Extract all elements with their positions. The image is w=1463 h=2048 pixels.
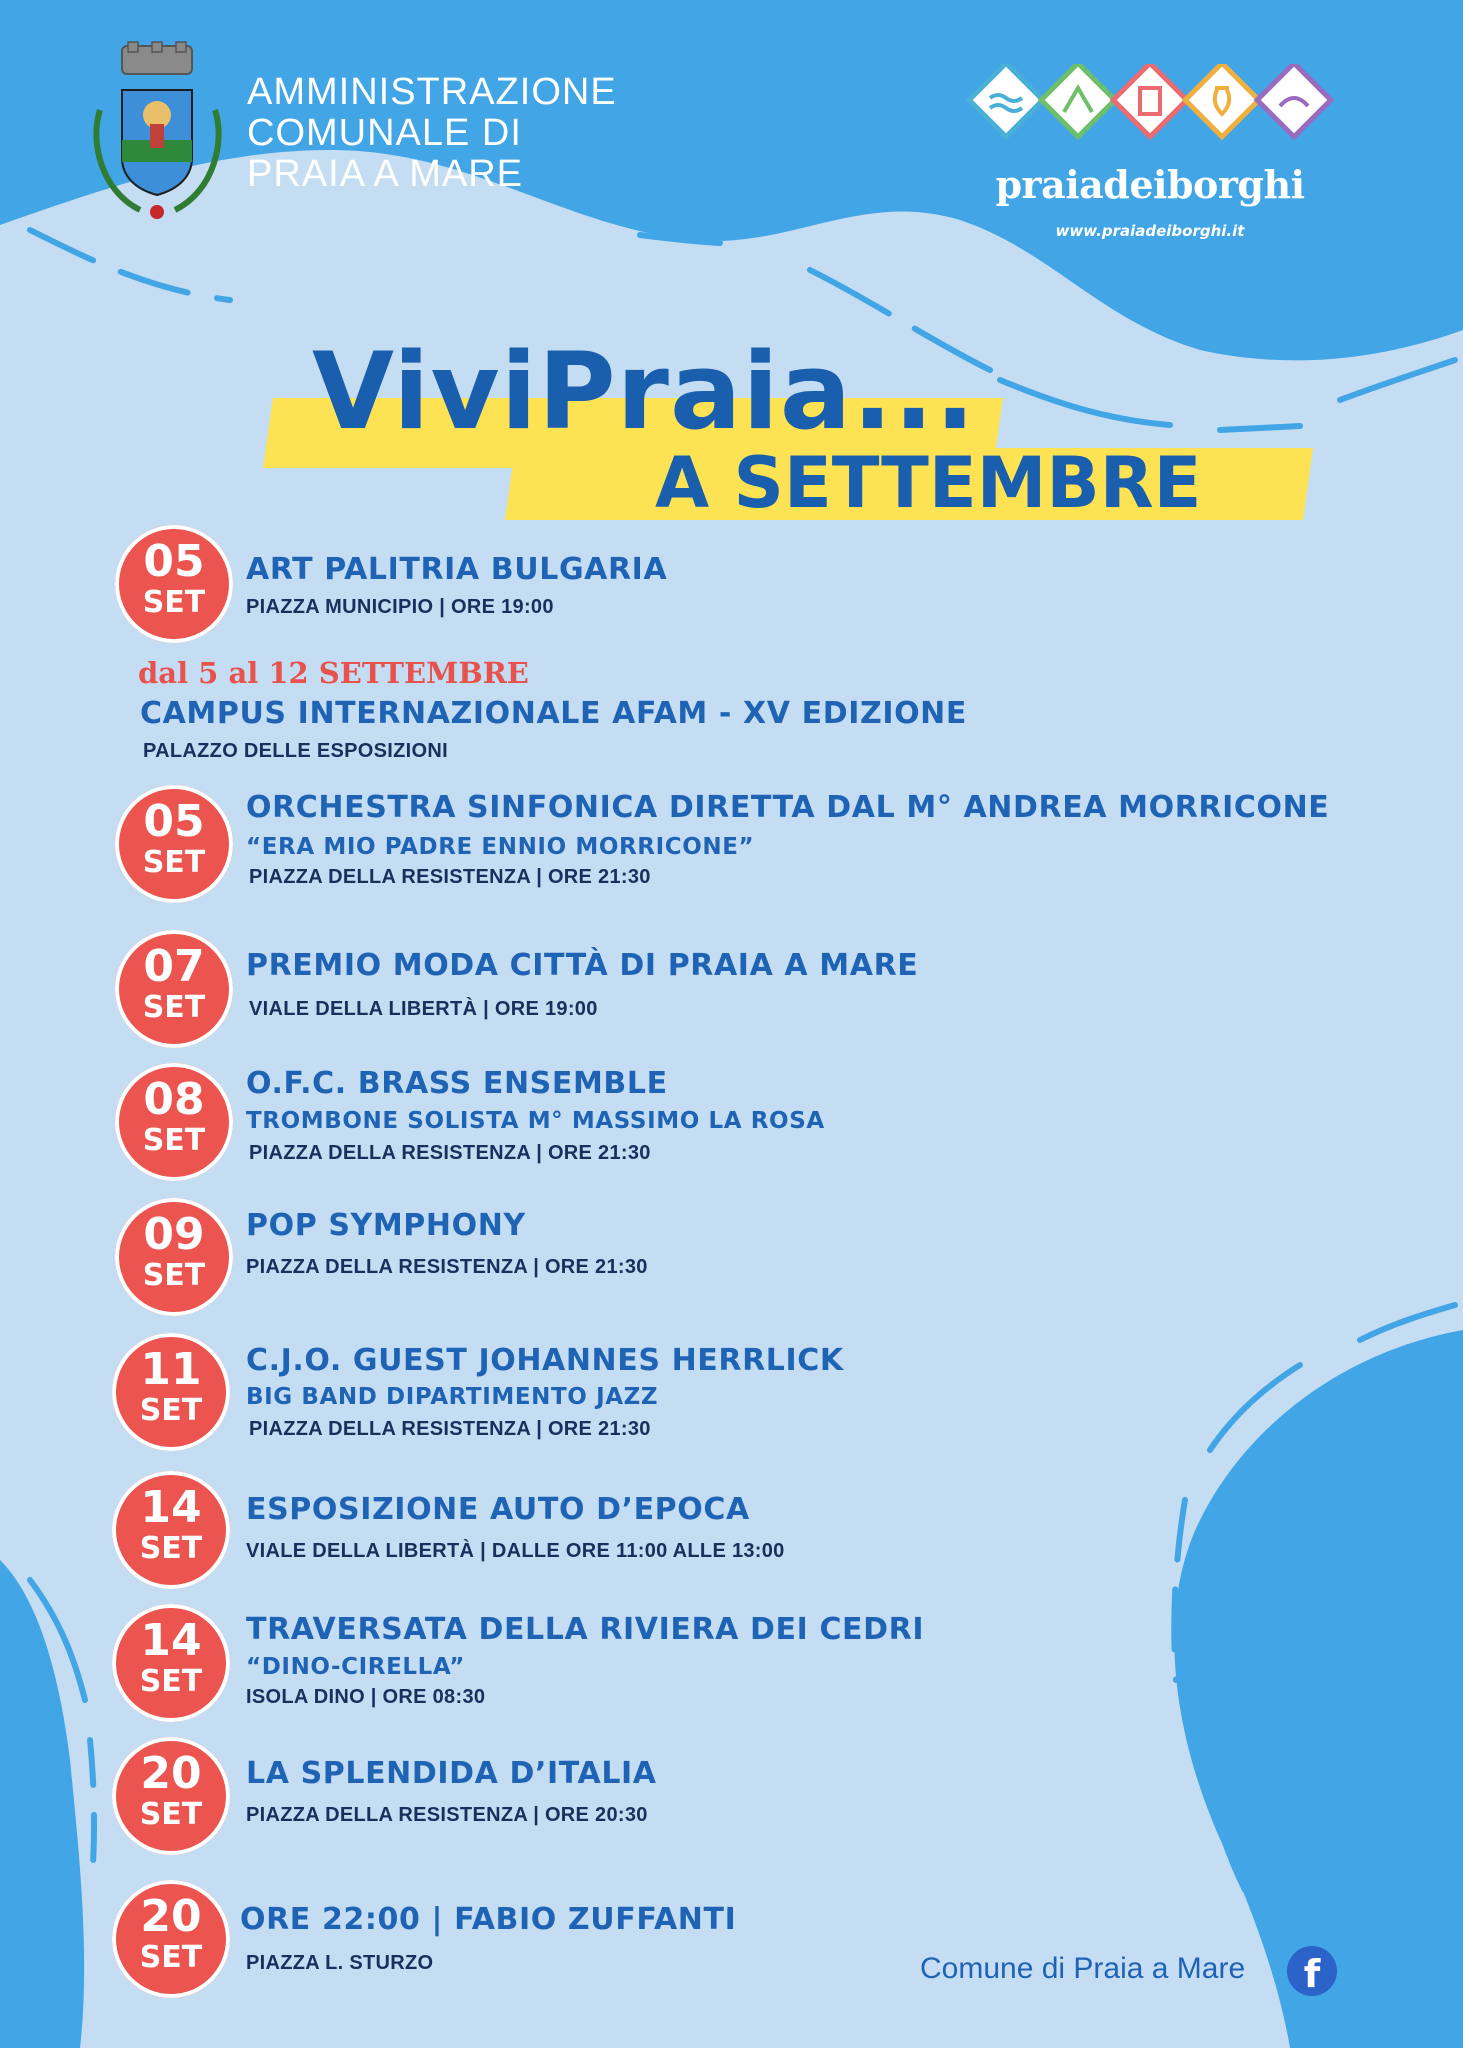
event-subtitle: TROMBONE SOLISTA M° MASSIMO LA ROSA	[246, 1108, 825, 1134]
date-day: 05	[143, 796, 205, 847]
date-month: SET	[142, 1123, 206, 1158]
date-badge	[115, 785, 233, 903]
event-location: ISOLA DINO | ORE 08:30	[246, 1686, 486, 1708]
date-badge	[112, 1604, 230, 1722]
date-badge	[112, 1737, 230, 1855]
date-day: 14	[140, 1482, 202, 1533]
event-location: PIAZZA DELLA RESISTENZA | ORE 21:30	[249, 1418, 651, 1440]
campus-location: PALAZZO DELLE ESPOSIZIONI	[143, 740, 448, 762]
date-month: SET	[142, 990, 206, 1025]
event-location: VIALE DELLA LIBERTÀ | DALLE ORE 11:00 ALLE 13:00	[246, 1540, 785, 1562]
brand-name: praiadeiborghi	[995, 162, 1305, 207]
page-subtitle: A SETTEMBRE	[655, 442, 1202, 524]
event-title: ART PALITRIA BULGARIA	[246, 552, 668, 587]
date-month: SET	[139, 1797, 203, 1832]
date-day: 08	[143, 1074, 205, 1125]
event-title: PREMIO MODA CITTÀ DI PRAIA A MARE	[246, 948, 919, 983]
date-month: SET	[139, 1664, 203, 1699]
date-month: SET	[142, 585, 206, 620]
date-month: SET	[142, 1258, 206, 1293]
event-title: ESPOSIZIONE AUTO D’EPOCA	[246, 1492, 750, 1527]
date-month: SET	[139, 1531, 203, 1566]
org-line-3: PRAIA A MARE	[247, 153, 523, 195]
brand-url[interactable]: www.praiadeiborghi.it	[1055, 222, 1245, 240]
event-location: PIAZZA MUNICIPIO | ORE 19:00	[246, 596, 554, 618]
date-badge	[115, 525, 233, 643]
page-title: ViviPraia...	[312, 330, 977, 453]
date-day: 20	[140, 1891, 202, 1942]
date-badge	[112, 1471, 230, 1589]
date-day: 05	[143, 536, 205, 587]
event-location: PIAZZA DELLA RESISTENZA | ORE 20:30	[246, 1804, 648, 1826]
event-subtitle: BIG BAND DIPARTIMENTO JAZZ	[246, 1384, 659, 1410]
event-location: PIAZZA DELLA RESISTENZA | ORE 21:30	[246, 1256, 648, 1278]
date-badge	[115, 1063, 233, 1181]
event-title: ORCHESTRA SINFONICA DIRETTA DAL M° ANDREA MORRICONE	[246, 790, 1330, 825]
date-month: SET	[139, 1393, 203, 1428]
date-day: 20	[140, 1748, 202, 1799]
date-day: 09	[143, 1209, 205, 1260]
date-month: SET	[142, 845, 206, 880]
date-day: 07	[143, 941, 205, 992]
date-badge	[112, 1880, 230, 1998]
date-day: 11	[140, 1344, 202, 1395]
date-badge	[112, 1333, 230, 1451]
municipal-crest-icon	[80, 40, 235, 230]
event-location: PIAZZA DELLA RESISTENZA | ORE 21:30	[249, 1142, 651, 1164]
event-location: PIAZZA DELLA RESISTENZA | ORE 21:30	[249, 866, 651, 888]
borghi-diamonds-icon	[960, 64, 1340, 154]
event-subtitle: “ERA MIO PADRE ENNIO MORRICONE”	[246, 834, 755, 860]
date-badge	[115, 930, 233, 1048]
org-line-1: AMMINISTRAZIONE	[247, 71, 617, 113]
event-title: LA SPLENDIDA D’ITALIA	[246, 1756, 657, 1791]
event-title: C.J.O. GUEST JOHANNES HERRLICK	[246, 1343, 844, 1378]
facebook-icon[interactable]: f	[1287, 1946, 1337, 1996]
org-line-2: COMUNALE DI	[247, 112, 522, 154]
date-day: 14	[140, 1615, 202, 1666]
campus-title: CAMPUS INTERNAZIONALE AFAM - XV EDIZIONE	[140, 696, 967, 731]
facebook-page-name[interactable]: Comune di Praia a Mare	[920, 1952, 1246, 1985]
event-location: VIALE DELLA LIBERTÀ | ORE 19:00	[249, 998, 598, 1020]
praiadeiborghi-logo	[960, 64, 1340, 244]
date-month: SET	[139, 1940, 203, 1975]
event-subtitle: “DINO-CIRELLA”	[246, 1654, 465, 1680]
campus-date-range: dal 5 al 12 SETTEMBRE	[138, 656, 529, 690]
event-title: O.F.C. BRASS ENSEMBLE	[246, 1066, 668, 1101]
event-title: POP SYMPHONY	[246, 1208, 526, 1243]
municipality-name	[247, 72, 617, 195]
date-badge	[115, 1198, 233, 1316]
event-title: ORE 22:00 | FABIO ZUFFANTI	[240, 1902, 737, 1937]
event-title: TRAVERSATA DELLA RIVIERA DEI CEDRI	[246, 1612, 925, 1647]
event-location: PIAZZA L. STURZO	[246, 1952, 434, 1974]
